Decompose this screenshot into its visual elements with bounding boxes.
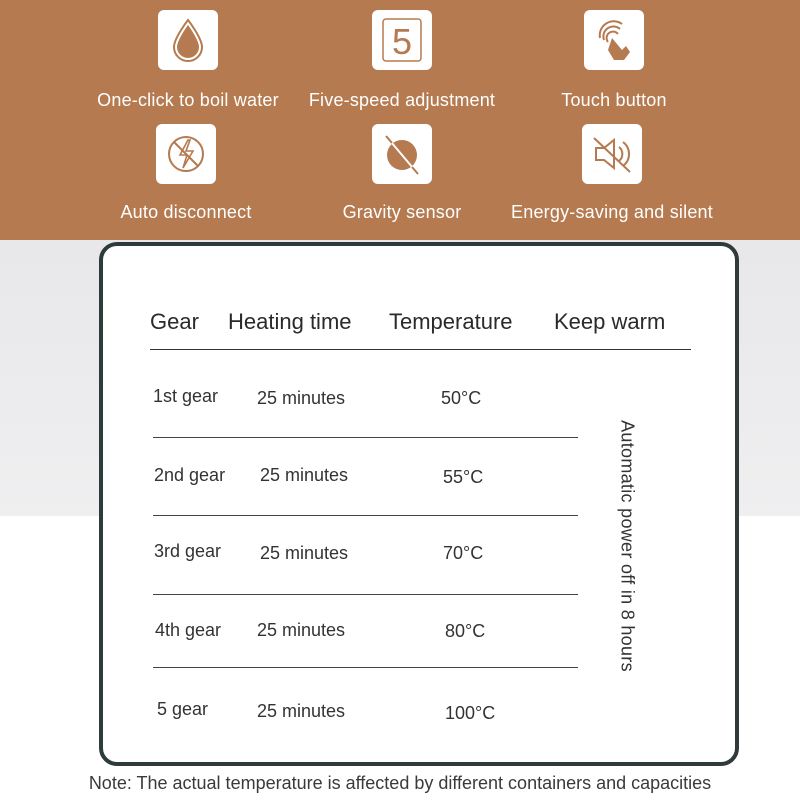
gear-cell: 3rd gear — [154, 541, 222, 561]
water-drop-icon — [158, 10, 218, 70]
touch-hand-icon — [584, 10, 644, 70]
row-divider — [153, 594, 578, 595]
temp-cell: 50°C — [441, 388, 482, 408]
time-cell: 25 minutes — [260, 465, 349, 485]
header-gear: Gear — [150, 309, 199, 334]
svg-text:5: 5 — [391, 21, 413, 62]
feature-energy-saving — [482, 124, 742, 223]
header-temperature: Temperature — [389, 309, 513, 334]
feature-label: Five-speed adjustment — [308, 90, 496, 110]
feature-touch-button — [484, 10, 744, 111]
temp-cell: 55°C — [443, 467, 484, 487]
gravity-sensor-icon — [372, 124, 432, 184]
keep-warm-text: Automatic power off in 8 hours — [617, 420, 638, 672]
keep-warm-cell — [612, 407, 642, 685]
header-keep-warm: Keep warm — [554, 309, 666, 334]
temp-cell: 100°C — [445, 703, 496, 723]
time-cell: 25 minutes — [260, 543, 349, 563]
auto-disconnect-icon — [156, 124, 216, 184]
feature-label: One-click to boil water — [97, 90, 279, 110]
gear-cell: 1st gear — [153, 386, 219, 406]
feature-label: Touch button — [561, 90, 667, 110]
feature-label: Gravity sensor — [342, 202, 462, 222]
time-cell: 25 minutes — [257, 701, 346, 721]
gear-cell: 2nd gear — [154, 465, 226, 485]
row-divider — [153, 515, 578, 516]
five-digit-icon — [372, 10, 432, 70]
footnote: Note: The actual temperature is affected by different containers and capacities — [88, 773, 712, 793]
temp-cell: 80°C — [445, 621, 486, 641]
header-heating-time: Heating time — [228, 309, 352, 334]
temp-cell: 70°C — [443, 543, 484, 563]
feature-label: Energy-saving and silent — [511, 202, 713, 222]
feature-label: Auto disconnect — [120, 202, 252, 222]
header-divider — [150, 349, 691, 350]
gear-cell: 5 gear — [157, 699, 209, 719]
row-divider — [153, 667, 578, 668]
row-divider — [153, 437, 578, 438]
time-cell: 25 minutes — [257, 620, 346, 640]
time-cell: 25 minutes — [257, 388, 346, 408]
gear-cell: 4th gear — [155, 620, 222, 640]
mute-speaker-icon — [582, 124, 642, 184]
